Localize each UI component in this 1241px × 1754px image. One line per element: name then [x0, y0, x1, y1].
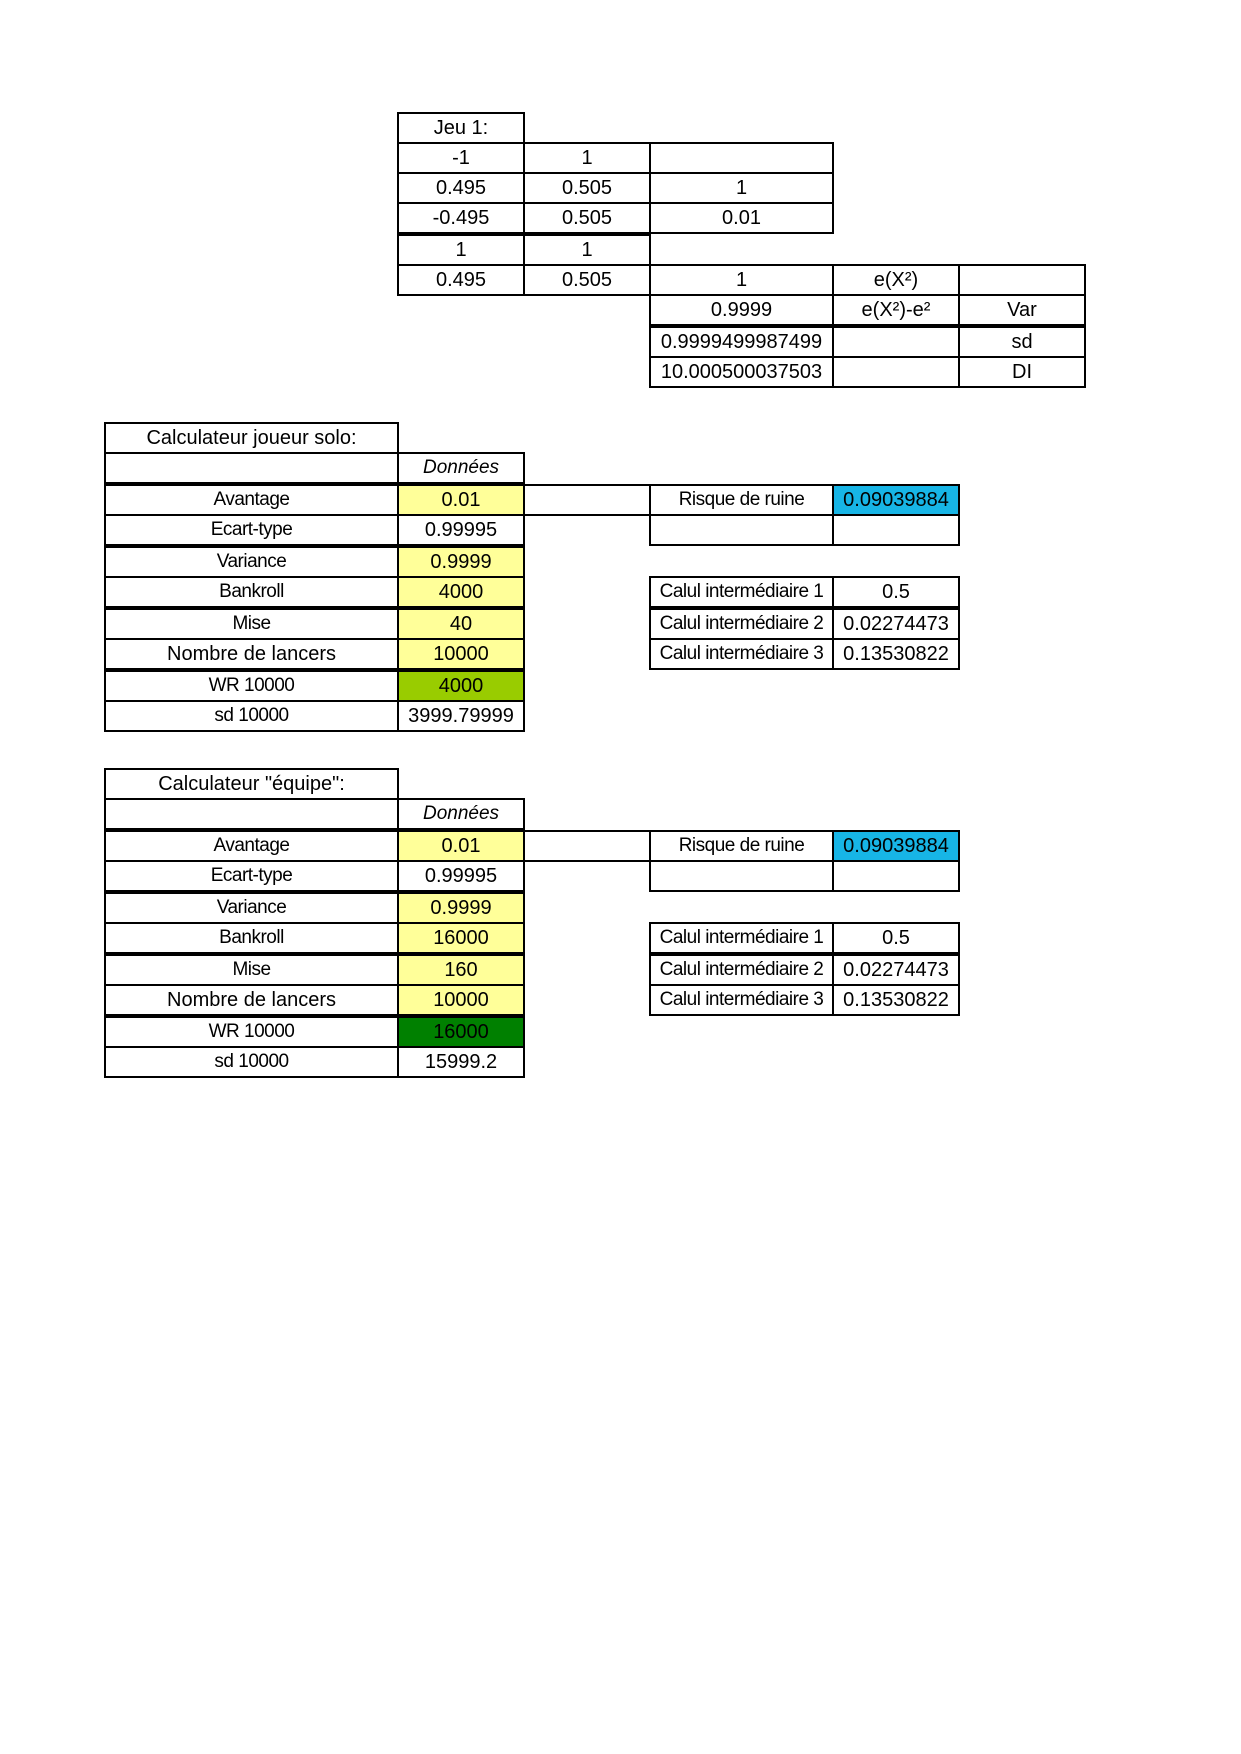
solo-value-lancers[interactable]: 10000	[397, 638, 525, 670]
jeu-cell[interactable]: Var	[958, 294, 1086, 326]
jeu-cell[interactable]: 0.495	[397, 264, 525, 296]
solo-header-empty[interactable]	[104, 452, 399, 484]
jeu-cell-empty[interactable]	[832, 326, 960, 358]
solo-label-sd[interactable]: sd 10000	[104, 700, 399, 732]
solo-value-calcul-3[interactable]: 0.13530822	[832, 638, 960, 670]
equipe-label-mise[interactable]: Mise	[104, 954, 399, 986]
solo-label-calcul-2[interactable]: Calul intermédiaire 2	[649, 608, 834, 640]
equipe-value-bankroll[interactable]: 16000	[397, 922, 525, 954]
solo-value-ecart-type[interactable]: 0.99995	[397, 514, 525, 546]
equipe-title[interactable]: Calculateur "équipe":	[104, 768, 399, 800]
solo-right-empty[interactable]	[832, 514, 960, 546]
equipe-value-variance[interactable]: 0.9999	[397, 892, 525, 924]
jeu-cell[interactable]: 1	[649, 172, 834, 204]
solo-value-calcul-1[interactable]: 0.5	[832, 576, 960, 608]
jeu-cell[interactable]: 0.01	[649, 202, 834, 234]
solo-label-calcul-3[interactable]: Calul intermédiaire 3	[649, 638, 834, 670]
jeu-title[interactable]: Jeu 1:	[397, 112, 525, 144]
solo-value-bankroll[interactable]: 4000	[397, 576, 525, 608]
equipe-label-variance[interactable]: Variance	[104, 892, 399, 924]
equipe-value-ecart-type[interactable]: 0.99995	[397, 860, 525, 892]
equipe-label-sd[interactable]: sd 10000	[104, 1046, 399, 1078]
equipe-value-wr[interactable]: 16000	[397, 1016, 525, 1048]
equipe-value-calcul-3[interactable]: 0.13530822	[832, 984, 960, 1016]
jeu-cell[interactable]: 0.505	[523, 172, 651, 204]
solo-label-calcul-1[interactable]: Calul intermédiaire 1	[649, 576, 834, 608]
solo-value-wr[interactable]: 4000	[397, 670, 525, 702]
solo-title[interactable]: Calculateur joueur solo:	[104, 422, 399, 454]
equipe-value-calcul-2[interactable]: 0.02274473	[832, 954, 960, 986]
jeu-cell[interactable]: 10.000500037503	[649, 356, 834, 388]
jeu-cell-empty[interactable]	[832, 356, 960, 388]
equipe-value-calcul-1[interactable]: 0.5	[832, 922, 960, 954]
jeu-cell-empty[interactable]	[649, 142, 834, 174]
jeu-cell[interactable]: 1	[649, 264, 834, 296]
equipe-right-empty[interactable]	[832, 860, 960, 892]
jeu-cell[interactable]: 0.505	[523, 202, 651, 234]
solo-right-empty[interactable]	[649, 514, 834, 546]
solo-value-sd[interactable]: 3999.79999	[397, 700, 525, 732]
solo-value-variance[interactable]: 0.9999	[397, 546, 525, 578]
jeu-cell[interactable]: 1	[523, 142, 651, 174]
solo-label-bankroll[interactable]: Bankroll	[104, 576, 399, 608]
solo-label-avantage[interactable]: Avantage	[104, 484, 399, 516]
solo-value-avantage[interactable]: 0.01	[397, 484, 525, 516]
jeu-cell[interactable]: sd	[958, 326, 1086, 358]
equipe-value-sd[interactable]: 15999.2	[397, 1046, 525, 1078]
jeu-cell[interactable]: -1	[397, 142, 525, 174]
jeu-cell[interactable]: -0.495	[397, 202, 525, 234]
solo-label-mise[interactable]: Mise	[104, 608, 399, 640]
solo-label-ecart-type[interactable]: Ecart-type	[104, 514, 399, 546]
equipe-value-risque[interactable]: 0.09039884	[832, 830, 960, 862]
solo-value-risque[interactable]: 0.09039884	[832, 484, 960, 516]
equipe-label-lancers[interactable]: Nombre de lancers	[104, 984, 399, 1016]
equipe-value-lancers[interactable]: 10000	[397, 984, 525, 1016]
equipe-value-avantage[interactable]: 0.01	[397, 830, 525, 862]
jeu-cell[interactable]: 1	[523, 234, 651, 266]
jeu-cell[interactable]: e(X²)-e²	[832, 294, 960, 326]
solo-value-mise[interactable]: 40	[397, 608, 525, 640]
jeu-cell[interactable]: 0.505	[523, 264, 651, 296]
equipe-gap-cell[interactable]	[523, 830, 651, 862]
equipe-label-ecart-type[interactable]: Ecart-type	[104, 860, 399, 892]
jeu-cell[interactable]: 0.9999499987499	[649, 326, 834, 358]
equipe-label-risque[interactable]: Risque de ruine	[649, 830, 834, 862]
solo-label-risque[interactable]: Risque de ruine	[649, 484, 834, 516]
solo-gap-cell[interactable]	[523, 484, 651, 516]
equipe-label-wr[interactable]: WR 10000	[104, 1016, 399, 1048]
jeu-cell[interactable]: DI	[958, 356, 1086, 388]
equipe-label-bankroll[interactable]: Bankroll	[104, 922, 399, 954]
equipe-header-empty[interactable]	[104, 798, 399, 830]
jeu-cell-empty[interactable]	[958, 264, 1086, 296]
jeu-cell[interactable]: e(X²)	[832, 264, 960, 296]
solo-value-calcul-2[interactable]: 0.02274473	[832, 608, 960, 640]
solo-label-wr[interactable]: WR 10000	[104, 670, 399, 702]
solo-label-variance[interactable]: Variance	[104, 546, 399, 578]
solo-header-donnees[interactable]: Données	[397, 452, 525, 484]
jeu-cell[interactable]: 0.9999	[649, 294, 834, 326]
equipe-label-calcul-2[interactable]: Calul intermédiaire 2	[649, 954, 834, 986]
jeu-cell[interactable]: 1	[397, 234, 525, 266]
equipe-label-calcul-1[interactable]: Calul intermédiaire 1	[649, 922, 834, 954]
equipe-label-avantage[interactable]: Avantage	[104, 830, 399, 862]
equipe-right-empty[interactable]	[649, 860, 834, 892]
equipe-value-mise[interactable]: 160	[397, 954, 525, 986]
equipe-label-calcul-3[interactable]: Calul intermédiaire 3	[649, 984, 834, 1016]
jeu-cell[interactable]: 0.495	[397, 172, 525, 204]
solo-label-lancers[interactable]: Nombre de lancers	[104, 638, 399, 670]
equipe-header-donnees[interactable]: Données	[397, 798, 525, 830]
